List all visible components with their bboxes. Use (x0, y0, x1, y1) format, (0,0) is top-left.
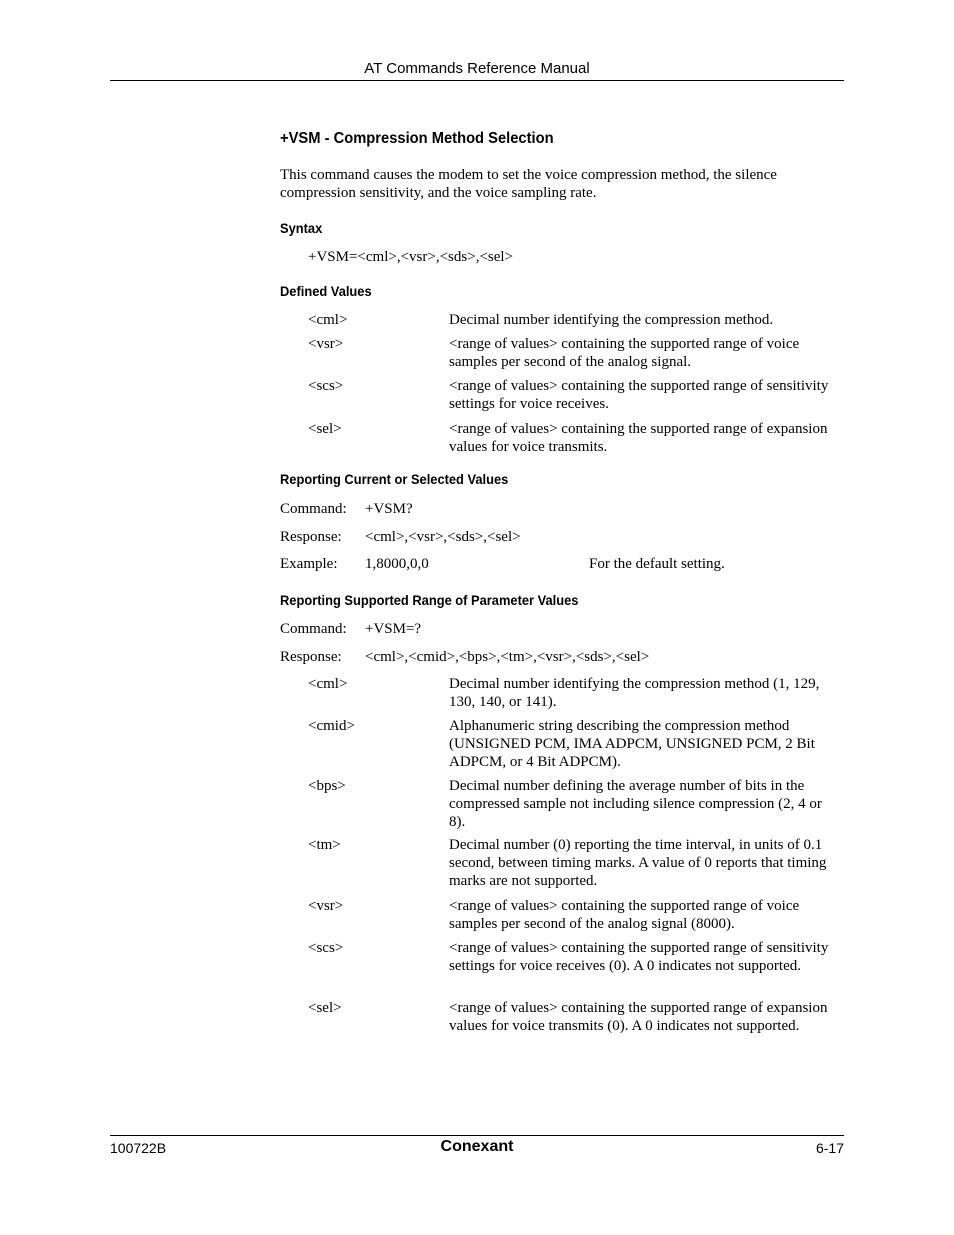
command-label: Command: (280, 621, 347, 637)
supported-heading: Reporting Supported Range of Parameter Values (280, 592, 579, 608)
company-name: Conexant (440, 1138, 514, 1155)
defined-term: <vsr> (308, 336, 344, 352)
supported-term: <cmid> (308, 718, 355, 734)
syntax-text: +VSM=<cml>,<vsr>,<sds>,<sel> (308, 249, 514, 265)
supported-term: <bps> (308, 778, 346, 794)
supported-desc: Decimal number defining the average number of bits in the compressed sample not including silence compression (2, 4 or 8). (449, 778, 822, 830)
defined-values-heading: Defined Values (280, 283, 372, 299)
defined-desc: Decimal number identifying the compression method. (449, 312, 774, 328)
supported-desc: Decimal number identifying the compression method (1, 129, 130, 140, or 141). (449, 676, 820, 710)
header-rule (110, 80, 844, 81)
supported-term: <tm> (308, 837, 341, 853)
section-title: +VSM - Compression Method Selection (280, 130, 554, 147)
example-value: 1,8000,0,0 (365, 556, 429, 572)
command-label: Command: (280, 501, 347, 517)
doc-number: 100722B (110, 1140, 167, 1156)
command-value: +VSM=? (365, 621, 422, 637)
defined-term: <scs> (308, 378, 344, 394)
supported-term: <cml> (308, 676, 348, 692)
supported-desc: <range of values> containing the supported range of voice samples per second of the analog signal (8000). (449, 898, 800, 932)
response-value: <cml>,<vsr>,<sds>,<sel> (365, 529, 521, 545)
supported-desc: Alphanumeric string describing the compression method (UNSIGNED PCM, IMA ADPCM, UNSIGNED PCM, 2 Bit ADPCM, or 4 Bit ADPCM). (449, 718, 815, 770)
page-number: 6-17 (815, 1140, 844, 1156)
running-header: AT Commands Reference Manual (364, 60, 590, 77)
section-intro: This command causes the modem to set the voice compression method, the silence compression sensitivity, and the voice sampling rate. (280, 167, 777, 201)
supported-term: <vsr> (308, 898, 344, 914)
supported-desc: Decimal number (0) reporting the time interval, in units of 0.1 second, between timing marks. A value of 0 reports that timing marks are not supported. (449, 837, 827, 889)
response-label: Response: (280, 529, 342, 545)
supported-term: <sel> (308, 1000, 342, 1016)
footer-rule (110, 1135, 844, 1136)
supported-desc: <range of values> containing the supported range of sensitivity settings for voice receives (0). A 0 indicates not supported. (449, 940, 829, 974)
defined-term: <sel> (308, 421, 342, 437)
defined-desc: <range of values> containing the supported range of sensitivity settings for voice receives. (449, 378, 829, 412)
example-note: For the default setting. (589, 556, 725, 572)
supported-desc: <range of values> containing the supported range of expansion values for voice transmits (0). A 0 indicates not supported. (449, 1000, 828, 1034)
example-label: Example: (280, 556, 338, 572)
reporting-heading: Reporting Current or Selected Values (280, 471, 509, 487)
defined-desc: <range of values> containing the supported range of expansion values for voice transmits. (449, 421, 828, 455)
response-value: <cml>,<cmid>,<bps>,<tm>,<vsr>,<sds>,<sel> (365, 649, 650, 665)
supported-term: <scs> (308, 940, 344, 956)
response-label: Response: (280, 649, 342, 665)
command-value: +VSM? (365, 501, 413, 517)
syntax-heading: Syntax (280, 220, 323, 236)
defined-term: <cml> (308, 312, 348, 328)
defined-desc: <range of values> containing the supported range of voice samples per second of the analog signal. (449, 336, 800, 370)
